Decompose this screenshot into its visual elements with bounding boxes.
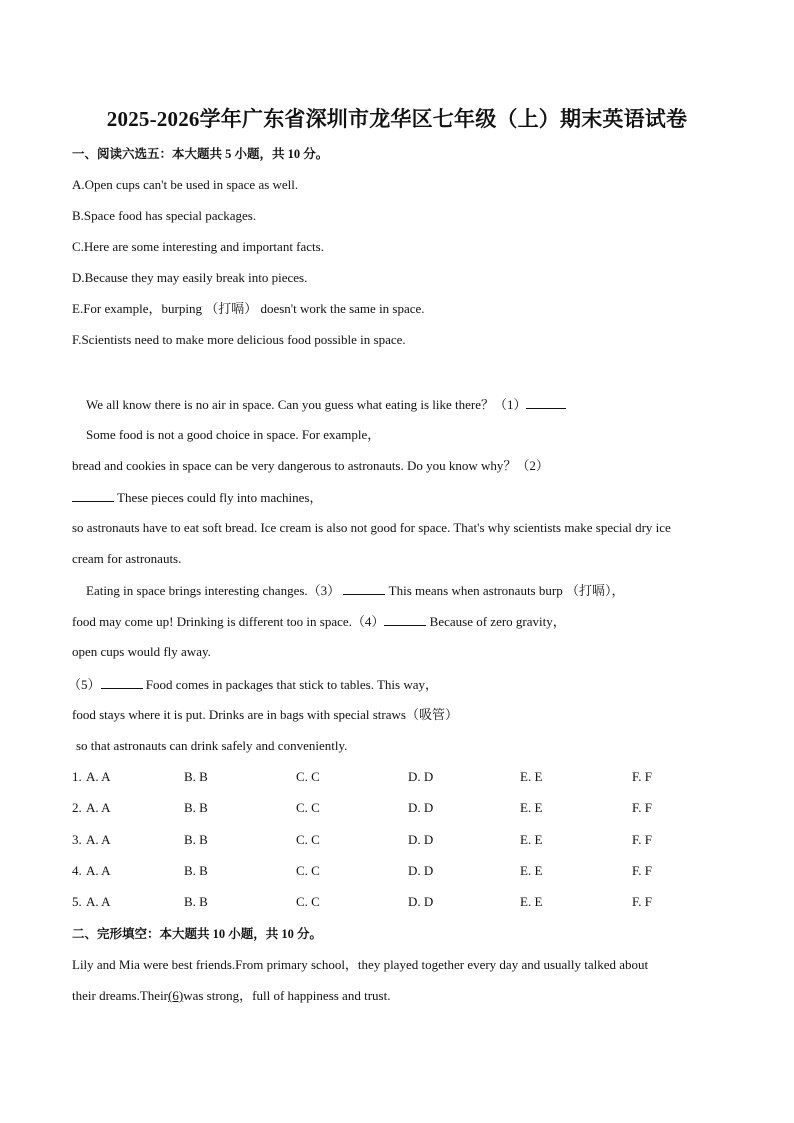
passage-line	[86, 582, 624, 599]
answer-blank-4[interactable]	[384, 613, 426, 626]
cloze-text: their dreams.Their	[72, 988, 169, 1003]
choice-b[interactable]: B. B	[184, 769, 208, 784]
option-d: D.Because they may easily break into pieces.	[72, 270, 308, 285]
choice-f[interactable]: F. F	[632, 769, 652, 784]
choice-a[interactable]: A. A	[86, 894, 111, 909]
passage-text: （5）	[68, 677, 101, 692]
passage-line: Some food is not a good choice in space. For example，	[86, 427, 381, 442]
choice-f[interactable]: F. F	[632, 894, 652, 909]
question-number: 2.	[72, 800, 82, 815]
passage-line: cream for astronauts.	[72, 551, 182, 566]
passage-line: bread and cookies in space can be very dangerous to astronauts. Do you know why？（2）	[72, 458, 549, 473]
question-number: 4.	[72, 863, 82, 878]
passage-text: food may come up! Drinking is different too in space.（4）	[72, 614, 385, 629]
option-b: B.Space food has special packages.	[72, 208, 257, 223]
passage-line	[68, 676, 438, 693]
passage-line: open cups would fly away.	[72, 644, 211, 659]
passage-text: These pieces could fly into machines，	[117, 490, 323, 505]
choice-row-1	[72, 769, 712, 785]
choice-row-5	[72, 894, 712, 910]
choice-d[interactable]: D. D	[408, 894, 434, 909]
passage-line	[72, 613, 566, 630]
choice-c[interactable]: C. C	[296, 832, 320, 847]
choice-f[interactable]: F. F	[632, 832, 652, 847]
choice-f[interactable]: F. F	[632, 800, 652, 815]
passage-text: Eating in space brings interesting changes.（3）	[86, 583, 341, 598]
passage-line: so that astronauts can drink safely and conveniently.	[76, 738, 348, 753]
option-e: E.For example，burping （打嗝） doesn't work the same in space.	[72, 301, 425, 316]
choice-c[interactable]: C. C	[296, 863, 320, 878]
choice-e[interactable]: E. E	[520, 800, 543, 815]
exam-title: 2025-2026学年广东省深圳市龙华区七年级（上）期末英语试卷	[106, 107, 688, 131]
choice-b[interactable]: B. B	[184, 863, 208, 878]
passage-text: We all know there is no air in space. Can you guess what eating is like there？（1）	[86, 397, 527, 412]
choice-f[interactable]: F. F	[632, 863, 652, 878]
choice-d[interactable]: D. D	[408, 832, 434, 847]
choice-b[interactable]: B. B	[184, 832, 208, 847]
choice-b[interactable]: B. B	[184, 800, 208, 815]
passage-text: Because of zero gravity，	[429, 614, 566, 629]
passage-line: food stays where it is put. Drinks are in bags with special straws（吸管）	[72, 707, 458, 722]
cloze-line	[72, 988, 390, 1004]
choice-e[interactable]: E. E	[520, 769, 543, 784]
choice-c[interactable]: C. C	[296, 894, 320, 909]
answer-blank-3[interactable]	[343, 582, 385, 595]
option-c: C.Here are some interesting and important facts.	[72, 239, 324, 254]
choice-e[interactable]: E. E	[520, 863, 543, 878]
choice-d[interactable]: D. D	[408, 863, 434, 878]
section2-heading: 二、完形填空：本大题共 10 小题，共 10 分。	[72, 927, 323, 941]
choice-row-3	[72, 832, 712, 848]
answer-blank-5[interactable]	[101, 676, 143, 689]
question-number: 3.	[72, 832, 82, 847]
choice-d[interactable]: D. D	[408, 800, 434, 815]
passage-line	[72, 489, 322, 506]
cloze-blank-6[interactable]: (6)	[168, 988, 184, 1003]
choice-d[interactable]: D. D	[408, 769, 434, 784]
choice-e[interactable]: E. E	[520, 832, 543, 847]
choice-b[interactable]: B. B	[184, 894, 208, 909]
choice-c[interactable]: C. C	[296, 800, 320, 815]
option-f: F.Scientists need to make more delicious food possible in space.	[72, 332, 406, 347]
option-a: A.Open cups can't be used in space as well.	[72, 177, 299, 192]
cloze-text: was strong，full of happiness and trust.	[183, 988, 391, 1003]
choice-e[interactable]: E. E	[520, 894, 543, 909]
question-number: 5.	[72, 894, 82, 909]
section1-heading: 一、阅读六选五：本大题共 5 小题，共 10 分。	[72, 147, 329, 161]
passage-line	[86, 396, 566, 413]
answer-blank-2[interactable]	[72, 489, 114, 502]
passage-line: so astronauts have to eat soft bread. Ice cream is also not good for space. That's why scientists make special dry ice	[72, 520, 671, 535]
choice-row-4	[72, 863, 712, 879]
choice-a[interactable]: A. A	[86, 800, 111, 815]
choice-a[interactable]: A. A	[86, 863, 111, 878]
choice-a[interactable]: A. A	[86, 769, 111, 784]
question-number: 1.	[72, 769, 82, 784]
choice-a[interactable]: A. A	[86, 832, 111, 847]
choice-row-2	[72, 800, 712, 816]
choice-c[interactable]: C. C	[296, 769, 320, 784]
answer-blank-1[interactable]	[526, 396, 566, 409]
passage-text: This means when astronauts burp （打嗝），	[388, 583, 625, 598]
cloze-line: Lily and Mia were best friends.From primary school，they played together every day and usually talked about	[72, 957, 649, 972]
passage-text: Food comes in packages that stick to tables. This way，	[145, 677, 438, 692]
